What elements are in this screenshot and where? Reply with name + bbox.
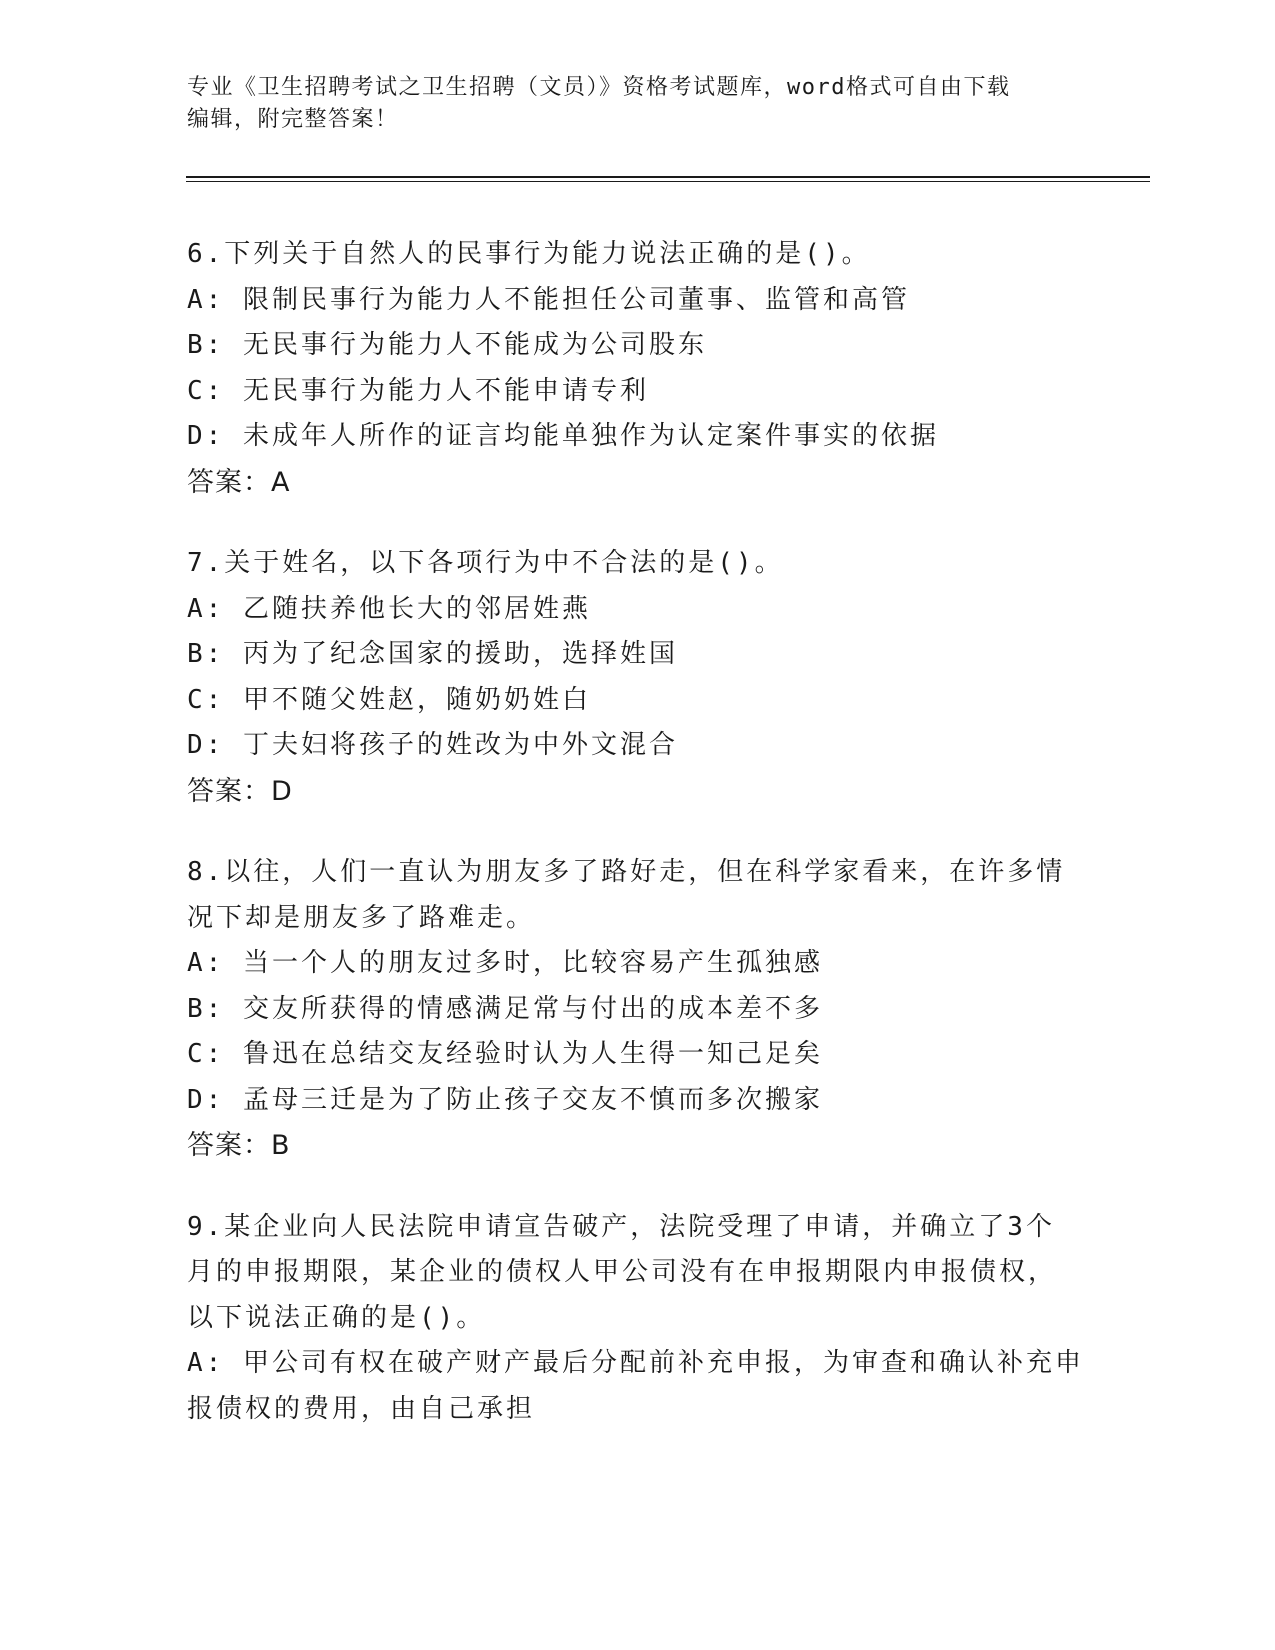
question-stem-line: 9.某企业向人民法院申请宣告破产，法院受理了申请，并确立了3个	[187, 1211, 1055, 1242]
option-line: B: 交友所获得的情感满足常与付出的成本差不多	[187, 993, 823, 1024]
option-line: C: 无民事行为能力人不能申请专利	[187, 375, 649, 406]
option-line: B: 无民事行为能力人不能成为公司股东	[187, 330, 707, 360]
option-line: A: 乙随扶养他长大的邻居姓燕	[187, 593, 591, 624]
option-line: D: 未成年人所作的证言均能单独作为认定案件事实的依据	[187, 421, 939, 451]
option-line: C: 鲁迅在总结交友经验时认为人生得一知己足矣	[187, 1039, 823, 1069]
answer-line: 答案：A	[187, 466, 291, 498]
option-line: A: 甲公司有权在破产财产最后分配前补充申报，为审查和确认补充申	[187, 1348, 1084, 1378]
question-stem-line: 况下却是朋友多了路难走。	[187, 902, 536, 933]
header-line-1: 专业《卫生招聘考试之卫生招聘（文员）》资格考试题库，word格式可自由下载	[187, 75, 1011, 100]
question-list	[187, 232, 1087, 1468]
option-line: D: 孟母三迁是为了防止孩子交友不慎而多次搬家	[187, 1084, 823, 1115]
option-line: A: 限制民事行为能力人不能担任公司董事、监管和高管	[187, 284, 910, 315]
answer-line: 答案：B	[187, 1130, 291, 1161]
question-stem-line: 以下说法正确的是()。	[187, 1302, 486, 1333]
option-line: B: 丙为了纪念国家的援助，选择姓国	[187, 639, 678, 669]
answer-line: 答案：D	[187, 775, 293, 807]
question-stem-line: 8.以往，人们一直认为朋友多了路好走，但在科学家看来，在许多情	[187, 857, 1066, 887]
question-block	[187, 232, 1087, 505]
question-stem-line: 6.下列关于自然人的民事行为能力说法正确的是()。	[187, 239, 871, 269]
option-line: C: 甲不随父姓赵，随奶奶姓白	[187, 684, 591, 715]
header-line-2: 编辑，附完整答案！	[187, 107, 399, 132]
question-stem-line: 月的申报期限，某企业的债权人甲公司没有在申报期限内申报债权，	[187, 1257, 1058, 1287]
question-stem-line: 7.关于姓名，以下各项行为中不合法的是()。	[187, 548, 784, 578]
question-block	[187, 850, 1087, 1169]
question-block	[187, 541, 1087, 814]
question-block	[187, 1205, 1087, 1433]
option-line: A: 当一个人的朋友过多时，比较容易产生孤独感	[187, 948, 823, 978]
option-line: D: 丁夫妇将孩子的姓改为中外文混合	[187, 730, 678, 760]
option-line: 报债权的费用，由自己承担	[187, 1393, 536, 1424]
document-header	[187, 72, 1067, 136]
header-divider	[186, 176, 1150, 182]
